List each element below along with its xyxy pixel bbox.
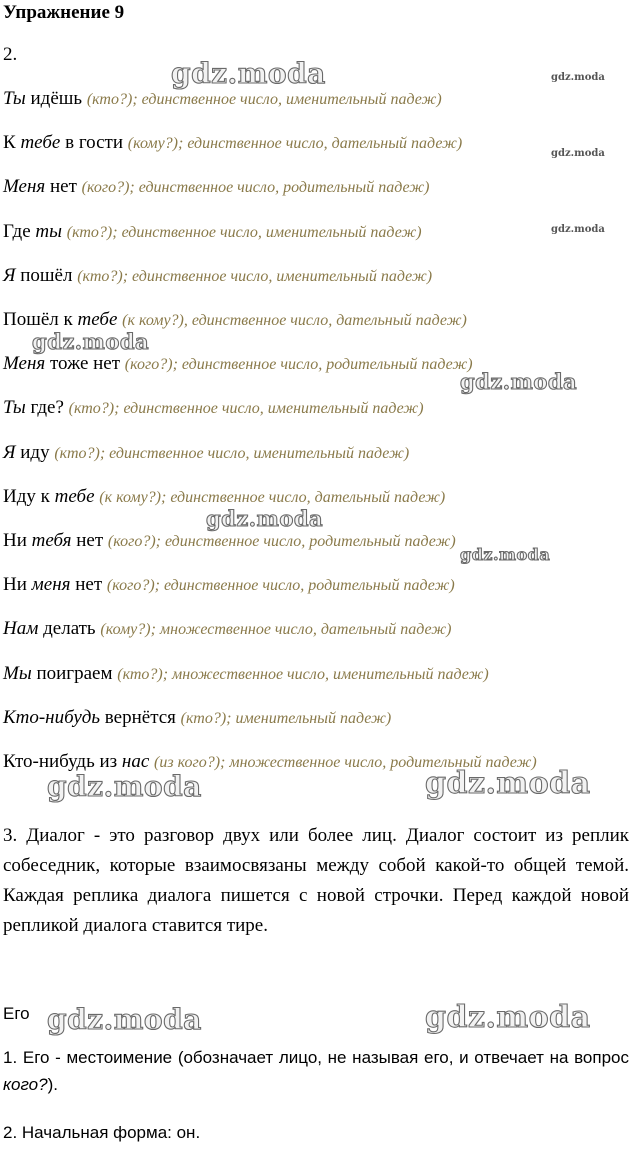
pronoun-line [3, 132, 462, 154]
pronoun-word: Я [3, 442, 16, 463]
grammar-note: (кому?); единственное число, дательный падеж) [127, 135, 463, 152]
line-text: в гости [60, 132, 124, 153]
line-text: делать [38, 618, 96, 639]
line-text: Кто-нибудь из [3, 751, 122, 772]
pronoun-line [3, 574, 455, 596]
grammar-note: (кто?); множественное число, именительный падеж) [117, 666, 489, 683]
line-text: нет [45, 176, 77, 197]
line-text: Пошёл к [3, 309, 78, 330]
line-text: поиграем [31, 663, 113, 684]
grammar-note: (кого?); единственное число, родительный падеж) [106, 577, 455, 594]
pronoun-line [3, 397, 424, 419]
line-text: К [3, 132, 21, 153]
watermark-logo: gdz.moda [425, 1000, 591, 1035]
line-text: где? [25, 397, 64, 418]
grammar-note: (кому?); множественное число, дательный падеж) [100, 621, 452, 638]
line-text: Ни [3, 574, 32, 595]
watermark-logo: gdz.moda [460, 369, 578, 394]
grammar-note: (кто?); именительный падеж) [180, 710, 392, 727]
grammar-note: (из кого?); множественное число, родительный падеж) [154, 754, 537, 771]
pronoun-word: Меня [3, 176, 46, 197]
line-text: иду [15, 442, 50, 463]
pronoun-line [3, 309, 467, 331]
pronoun-line [3, 176, 429, 198]
watermark-logo: gdz.moda [425, 766, 591, 801]
section-2-number: 2. [3, 44, 18, 65]
pronoun-word: Нам [3, 618, 39, 639]
watermark-small: gdz.moda [551, 224, 605, 235]
pronoun-word: Ты [3, 397, 26, 418]
pronoun-word: тебе [54, 486, 95, 507]
ego-heading: Его [3, 1004, 30, 1023]
line-text: вернётся [100, 707, 176, 728]
pronoun-word: Я [3, 265, 16, 286]
pronoun-line [3, 618, 451, 640]
watermark-small: gdz.moda [551, 72, 605, 83]
ego-point-1-end: ). [47, 1075, 58, 1094]
line-text: Иду к [3, 486, 55, 507]
ego-point-2: 2. Начальная форма: он. [3, 1123, 201, 1142]
pronoun-word: тебе [20, 132, 61, 153]
watermark-logo: gdz.moda [47, 1003, 202, 1036]
pronoun-line [3, 265, 432, 287]
grammar-note: (кого?); единственное число, родительный падеж) [81, 179, 430, 196]
grammar-note: (кто?); единственное число, именительный падеж) [66, 224, 422, 241]
watermark-logo: gdz.moda [460, 545, 551, 564]
pronoun-word: тебя [31, 530, 72, 551]
line-text: тоже нет [45, 353, 121, 374]
pronoun-line [3, 530, 456, 552]
grammar-note: (кого?); единственное число, родительный падеж) [107, 533, 456, 550]
line-text: идёшь [25, 88, 83, 109]
pronoun-word: Меня [3, 353, 46, 374]
grammar-note: (кто?); единственное число, именительный падеж) [77, 268, 433, 285]
watermark-logo: gdz.moda [32, 329, 150, 354]
ego-point-1 [3, 1044, 629, 1098]
watermark-logo: gdz.moda [171, 57, 326, 90]
pronoun-word: ты [35, 221, 62, 242]
grammar-note: (кто?); единственное число, именительный падеж) [54, 445, 410, 462]
watermark-small: gdz.moda [551, 148, 605, 159]
watermark-logo: gdz.moda [47, 770, 202, 803]
grammar-note: (к кому?), единственное число, дательный падеж) [122, 312, 467, 329]
watermark-logo: gdz.moda [206, 506, 324, 531]
line-text: нет [70, 574, 103, 595]
grammar-note: (кто?); единственное число, именительный падеж) [68, 400, 424, 417]
pronoun-line [3, 88, 442, 110]
pronoun-line [3, 486, 445, 508]
pronoun-word: Кто-нибудь [3, 707, 101, 728]
pronoun-word: Ты [3, 88, 26, 109]
pronoun-line [3, 221, 422, 243]
grammar-note: (кто?); единственное число, именительный падеж) [86, 91, 442, 108]
line-text: Где [3, 221, 36, 242]
line-text: нет [71, 530, 104, 551]
grammar-note: (кого?); единственное число, родительный падеж) [124, 356, 473, 373]
pronoun-word: нас [121, 751, 150, 772]
pronoun-word: Мы [3, 663, 32, 684]
line-text: пошёл [15, 265, 73, 286]
ego-point-1-question: кого? [3, 1075, 48, 1094]
pronoun-word: меня [31, 574, 71, 595]
pronoun-line [3, 353, 473, 375]
pronoun-line [3, 442, 409, 464]
exercise-title: Упражнение 9 [3, 2, 125, 23]
grammar-note: (к кому?); единственное число, дательный падеж) [99, 489, 446, 506]
section-3-paragraph: 3. Диалог - это разговор двух или более лиц. Диалог состоит из реплик собеседник, которые взаимосвязаны между собой какой-то общей темой. Каждая реплика диалога пишется с новой строчки. Перед каждой новой репликой диалога ставится тире. [3, 825, 629, 936]
pronoun-line [3, 707, 391, 729]
ego-point-1-text: 1. Его - местоимение (обозначает лицо, не называя его, и отвечает на вопрос [3, 1048, 629, 1067]
line-text: Ни [3, 530, 32, 551]
pronoun-word: тебе [77, 309, 118, 330]
pronoun-line [3, 663, 489, 685]
